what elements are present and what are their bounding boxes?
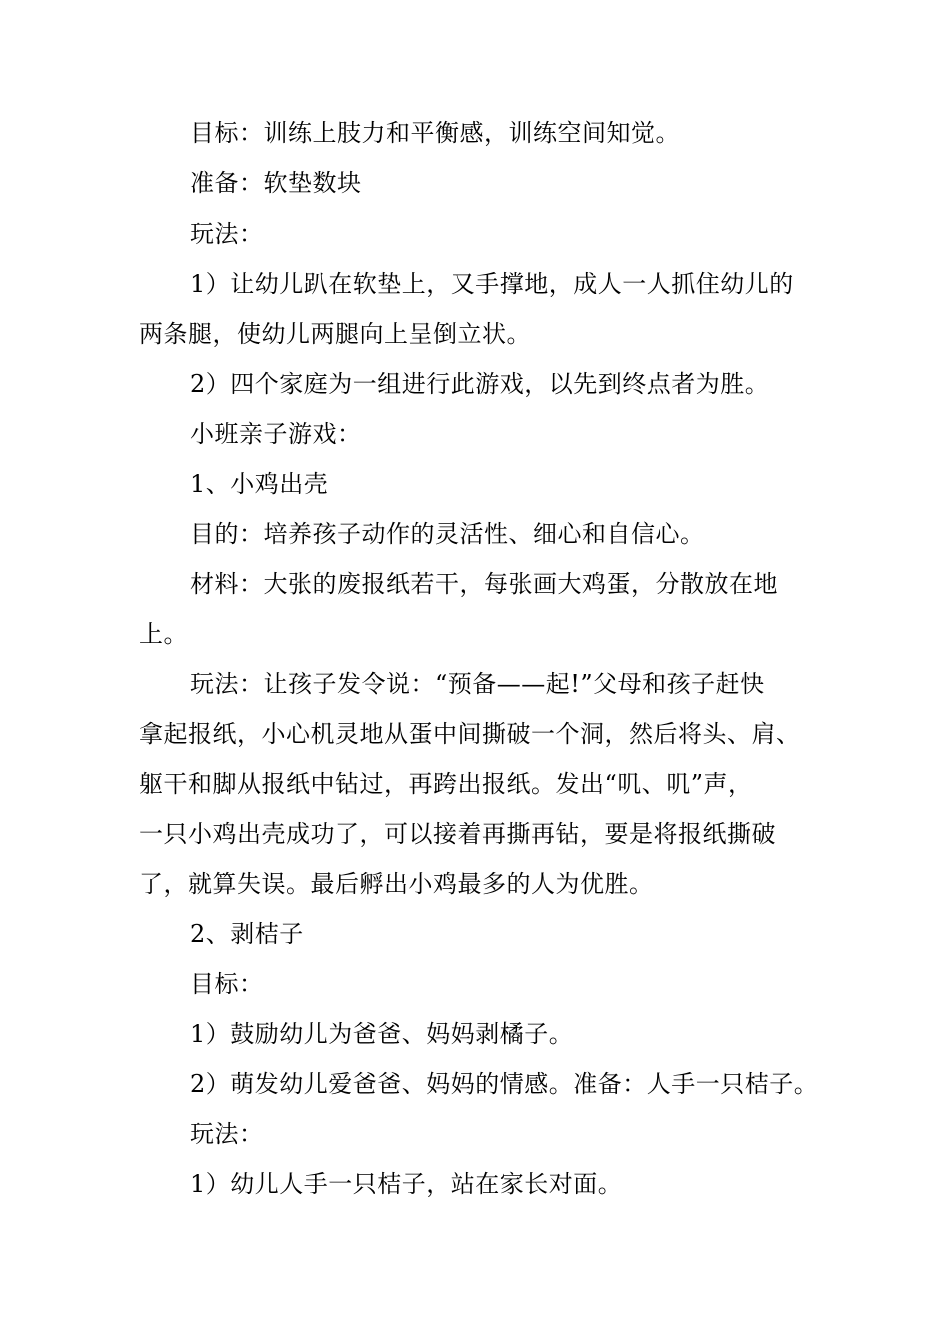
text-line-play-cont-3: 一只小鸡出壳成功了，可以接着再撕再钻，要是将报纸撕破 [139,820,776,848]
text-line-prep: 准备：软垫数块 [190,169,362,197]
text-line-goal-2: 2）萌发幼儿爱爸爸、妈妈的情感。准备：人手一只桔子。 [190,1070,819,1098]
text-line-play: 玩法：让孩子发令说：“预备——起!”父母和孩子赶快 [190,670,765,698]
text-line-materials-cont: 上。 [139,620,188,648]
text-line-goal-label: 目标： [190,970,264,998]
text-line-materials: 材料：大张的废报纸若干，每张画大鸡蛋，分散放在地 [190,570,778,598]
text-line-goal-1: 1）鼓励幼儿为爸爸、妈妈剥橘子。 [190,1020,574,1048]
game-title-2: 2、剥桔子 [190,920,304,948]
text-line-method-step1: 1）幼儿人手一只桔子，站在家长对面。 [190,1170,623,1198]
text-line-method-label: 玩法： [190,220,264,248]
text-line-step1: 1）让幼儿趴在软垫上，又手撑地，成人一人抓住幼儿的 [190,270,794,298]
text-line-play-cont-4: 了，就算失误。最后孵出小鸡最多的人为优胜。 [139,870,654,898]
text-line-play-cont-1: 拿起报纸，小心机灵地从蛋中间撕破一个洞，然后将头、肩、 [139,720,801,748]
game-title-1: 1、小鸡出壳 [190,470,329,498]
text-line-step2: 2）四个家庭为一组进行此游戏，以先到终点者为胜。 [190,370,770,398]
text-line-goal: 目标：训练上肢力和平衡感，训练空间知觉。 [190,119,680,147]
text-line-method-label-2: 玩法： [190,1120,264,1148]
text-line-step1-cont: 两条腿，使幼儿两腿向上呈倒立状。 [139,320,531,348]
text-line-purpose: 目的：培养孩子动作的灵活性、细心和自信心。 [190,520,705,548]
text-line-play-cont-2: 躯干和脚从报纸中钻过，再跨出报纸。发出“叽、叽”声， [139,770,753,798]
section-heading: 小班亲子游戏： [190,420,362,448]
